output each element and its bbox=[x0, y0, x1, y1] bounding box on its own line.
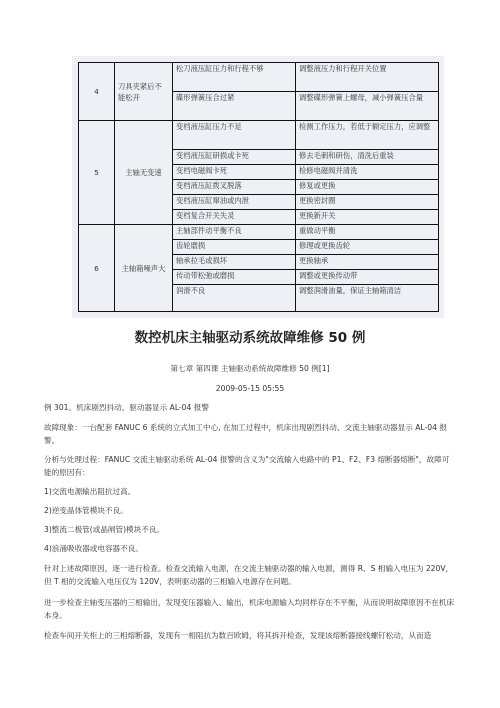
fault-remedy: 检测工作压力，若低于额定压力，应调整 bbox=[296, 121, 439, 150]
paragraph: 2)逆变晶体管模块不良。 bbox=[44, 506, 128, 515]
fault-table bbox=[78, 62, 439, 312]
paragraph: 故障现象：一台配套 FANUC 6 系统的立式加工中心, 在加工过程中，机床出现剧烈抖动、交流主轴驱动器显示 AL-04 报警。 bbox=[44, 423, 447, 445]
fault-remedy: 更换轴承 bbox=[296, 255, 439, 270]
paragraph: 检查车间开关柜上的三相熔断器，发现有一相阻抗为数百欧姆，将其拆开检查，发现该熔断器接线螺钉松动，从而造 bbox=[44, 631, 432, 640]
fault-cause: 变档液压缸压力不足 bbox=[173, 121, 296, 150]
fault-number: 6 bbox=[79, 225, 115, 312]
fault-cause: 轴承拉毛或损坏 bbox=[173, 255, 296, 270]
fault-remedy: 更换密封圈 bbox=[296, 195, 439, 210]
fault-name: 刀具夹紧后不能松开 bbox=[115, 63, 173, 121]
fault-cause: 传动带松弛或磨损 bbox=[173, 270, 296, 285]
fault-remedy: 检修电磁阀并清洗 bbox=[296, 165, 439, 180]
fault-cause: 松刀液压缸压力和行程不够 bbox=[173, 63, 296, 92]
paragraph: 例 301。机床剧烈抖动、驱动器显示 AL-04 报警 bbox=[44, 403, 209, 412]
fault-cause: 变档液压缸窜油或内泄 bbox=[173, 195, 296, 210]
paragraph: 1)交流电源输出阻抗过高。 bbox=[44, 487, 136, 496]
fault-cause: 主轴部件动平衡不良 bbox=[173, 225, 296, 240]
fault-cause: 变档液压缸研损或卡死 bbox=[173, 150, 296, 165]
table-row bbox=[79, 121, 439, 150]
paragraph: 进一步检查主轴变压器的三相输出，发现变压器输入、输出，机床电源输入均同样存在不平衡，从而说明故障原因不在机床本身。 bbox=[44, 598, 455, 620]
article-subtitle: 第七章 第四课 主轴驱动系统故障维修 50 例[1] bbox=[170, 364, 330, 373]
fault-remedy: 调整液压力和行程开关位置 bbox=[296, 63, 439, 92]
paragraph: 4)浪涌吸收器或电容器不良。 bbox=[44, 544, 143, 553]
fault-remedy: 更换新开关 bbox=[296, 210, 439, 225]
fault-name: 主轴箱噪声大 bbox=[115, 225, 173, 312]
fault-cause: 变档电磁阀卡死 bbox=[173, 165, 296, 180]
paragraph: 分析与处理过程：FANUC 交流主轴驱动系统 AL-04 报警的含义为"交流输入电路中的 P1、F2、F3 熔断器熔断"，故障可能的原因有： bbox=[44, 455, 450, 477]
fault-remedy: 调整润滑油量，保证主轴箱清洁 bbox=[296, 285, 439, 312]
fault-cause: 齿轮磨损 bbox=[173, 240, 296, 255]
fault-cause: 变档复合开关失灵 bbox=[173, 210, 296, 225]
fault-remedy: 调整或更换传动带 bbox=[296, 270, 439, 285]
paragraph: 3)整流二极管(或晶闸管)模块不良。 bbox=[44, 525, 165, 534]
fault-cause: 变档液压缸拨叉脱落 bbox=[173, 180, 296, 195]
fault-name: 主轴无变速 bbox=[115, 121, 173, 225]
fault-remedy: 修去毛刺和研伤，清洗后重装 bbox=[296, 150, 439, 165]
article-title: 数控机床主轴驱动系统故障维修 50 例 bbox=[134, 330, 366, 346]
fault-remedy: 修理或更换齿轮 bbox=[296, 240, 439, 255]
fault-remedy: 修复或更换 bbox=[296, 180, 439, 195]
fault-number: 4 bbox=[79, 63, 115, 121]
paragraph: 针对上述故障原因，逐一进行检查。检查交流输入电源，在交流主轴驱动器的输入电源，测得 R、S 相输入电压为 220V，但 T 相的交流输入电压仅为 120V，表明驱动器的三相输入电源存在问题。 bbox=[44, 564, 454, 586]
article-date: 2009-05-15 05:55 bbox=[215, 384, 285, 393]
table-row bbox=[79, 225, 439, 240]
fault-cause: 润滑不良 bbox=[173, 285, 296, 312]
fault-remedy: 重做动平衡 bbox=[296, 225, 439, 240]
fault-number: 5 bbox=[79, 121, 115, 225]
table-row bbox=[79, 63, 439, 92]
fault-cause: 碟形弹簧压合过紧 bbox=[173, 92, 296, 121]
fault-remedy: 调整碟形弹簧上螺母，减小弹簧压合量 bbox=[296, 92, 439, 121]
fault-table-image bbox=[72, 56, 444, 318]
